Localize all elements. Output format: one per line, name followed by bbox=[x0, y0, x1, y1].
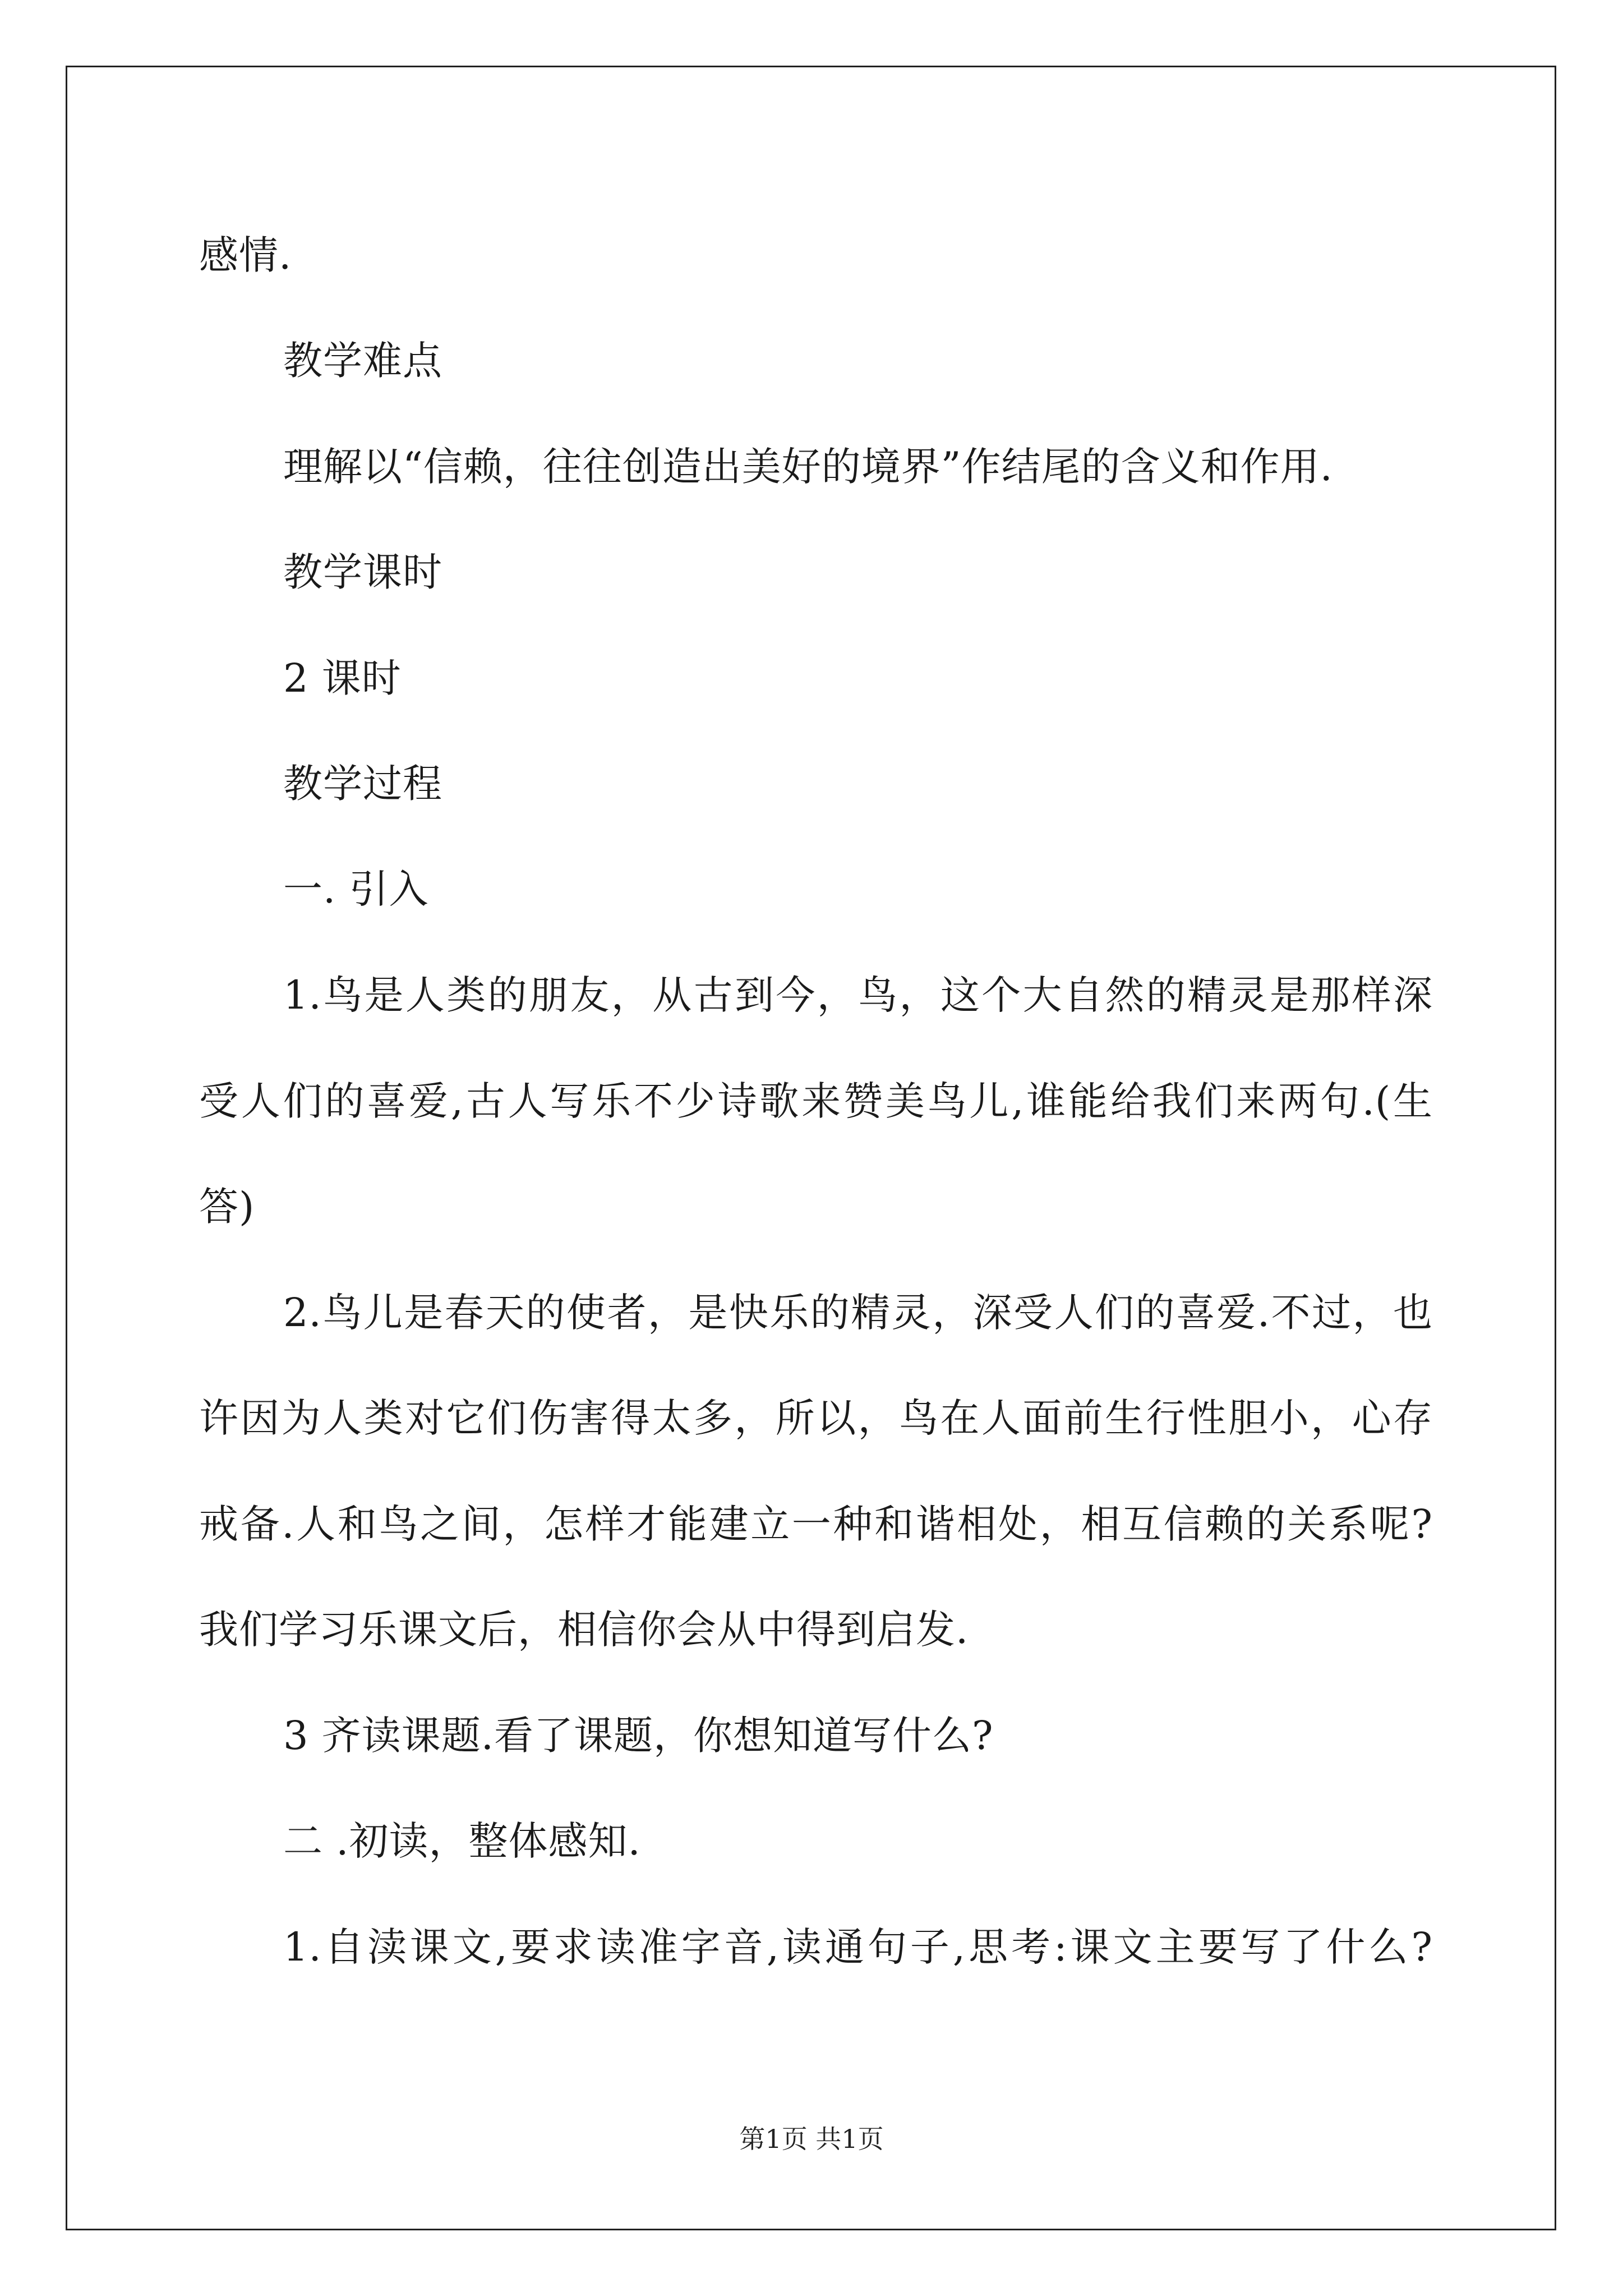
page-border bbox=[66, 66, 1556, 2230]
paragraph-line: 受人们的喜爱,古人写乐不少诗歌来赞美鸟儿,谁能给我们来两句.(生 bbox=[199, 1078, 1433, 1124]
section-heading: 教学难点 bbox=[283, 338, 442, 384]
section-heading: 教学过程 bbox=[283, 761, 442, 807]
paragraph-line: 我们学习乐课文后，相信你会从中得到启发. bbox=[199, 1607, 969, 1653]
section-heading: 二 .初读，整体感知. bbox=[283, 1818, 641, 1864]
paragraph-line: 戒备.人和鸟之间，怎样才能建立一种和谐相处，相互信赖的关系呢? bbox=[199, 1501, 1433, 1547]
paragraph-line: 3 齐读课题.看了课题，你想知道写什么? bbox=[283, 1713, 994, 1759]
paragraph-line: 2.鸟儿是春天的使者，是快乐的精灵，深受人们的喜爱.不过，也 bbox=[283, 1290, 1433, 1336]
paragraph-line: 答) bbox=[199, 1184, 255, 1230]
paragraph-line: 感情. bbox=[199, 232, 292, 278]
paragraph-line: 2 课时 bbox=[283, 655, 402, 701]
paragraph-line: 1.自渎课文,要求读准字音,读通句子,思考:课文主要写了什么? bbox=[283, 1924, 1433, 1970]
paragraph-line: 许因为人类对它们伤害得太多，所以，鸟在人面前生行性胆小，心存 bbox=[199, 1395, 1433, 1441]
page-number: 第1页 共1页 bbox=[739, 2124, 884, 2154]
section-heading: 一. 引入 bbox=[283, 866, 429, 912]
paragraph-line: 理解以“信赖，往往创造出美好的境界”作结尾的含义和作用. bbox=[283, 444, 1333, 490]
paragraph-line: 1.鸟是人类的朋友，从古到今，鸟，这个大自然的精灵是那样深 bbox=[283, 972, 1433, 1018]
section-heading: 教学课时 bbox=[283, 549, 442, 595]
